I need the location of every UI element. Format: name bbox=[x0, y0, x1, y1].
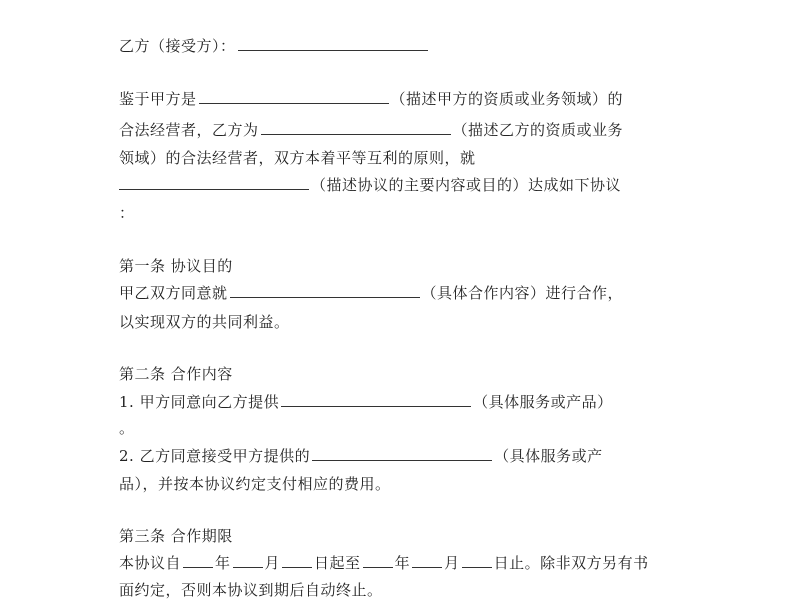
article-1-line-2 bbox=[119, 312, 290, 332]
article-heading: 第一条 协议目的 bbox=[119, 257, 233, 275]
end-month-blank[interactable] bbox=[412, 553, 442, 568]
year-label: 年 bbox=[394, 554, 411, 572]
article-1-heading bbox=[119, 256, 233, 276]
article-1-line-1 bbox=[119, 283, 623, 303]
agreement-purpose-blank[interactable] bbox=[119, 175, 309, 190]
article-text: 。 bbox=[119, 419, 135, 437]
article-2-item-1-cont bbox=[119, 418, 135, 438]
preamble-text: ： bbox=[119, 204, 135, 222]
article-text: 1. 甲方同意向乙方提供 bbox=[119, 393, 280, 411]
end-year-blank[interactable] bbox=[363, 553, 393, 568]
article-text: 本协议自 bbox=[119, 554, 182, 572]
preamble-text: 领域）的合法经营者，双方本着平等互利的原则，就 bbox=[119, 149, 476, 167]
article-3-heading bbox=[119, 526, 233, 546]
article-text: （具体服务或产品） bbox=[473, 393, 613, 411]
article-text: （具体服务或产 bbox=[494, 447, 603, 465]
article-3-line-1 bbox=[119, 553, 649, 573]
start-day-blank[interactable] bbox=[282, 553, 312, 568]
article-heading: 第三条 合作期限 bbox=[119, 527, 233, 545]
year-label: 年 bbox=[215, 554, 231, 572]
article-heading: 第二条 合作内容 bbox=[119, 365, 233, 383]
start-year-blank[interactable] bbox=[183, 553, 213, 568]
article-3-line-2 bbox=[119, 580, 383, 600]
preamble-text: 鉴于甲方是 bbox=[119, 90, 197, 108]
article-text: 日起至 bbox=[314, 554, 361, 572]
month-label: 月 bbox=[264, 554, 281, 572]
article-text: 2. 乙方同意接受甲方提供的 bbox=[119, 447, 311, 465]
article-text: 品），并按本协议约定支付相应的费用。 bbox=[119, 475, 391, 493]
service-product-blank-1[interactable] bbox=[281, 392, 471, 407]
article-text: 日止。除非双方另有书 bbox=[493, 554, 649, 572]
month-label: 月 bbox=[444, 554, 460, 572]
party-b-qualification-blank[interactable] bbox=[261, 120, 451, 135]
party-b-label: 乙方（接受方）： bbox=[119, 37, 236, 55]
preamble-text: （描述协议的主要内容或目的）达成如下协议 bbox=[311, 176, 622, 194]
start-month-blank[interactable] bbox=[233, 553, 263, 568]
party-b-line bbox=[119, 36, 430, 56]
preamble-text: （描述乙方的资质或业务 bbox=[452, 121, 624, 139]
end-day-blank[interactable] bbox=[462, 553, 492, 568]
preamble-text: （描述甲方的资质或业务领域）的 bbox=[390, 90, 624, 108]
article-2-item-1 bbox=[119, 392, 613, 412]
article-2-item-2 bbox=[119, 446, 603, 466]
article-text: 以实现双方的共同利益。 bbox=[119, 313, 290, 331]
article-text: 甲乙双方同意就 bbox=[119, 284, 228, 302]
article-2-heading bbox=[119, 364, 233, 384]
cooperation-content-blank[interactable] bbox=[230, 283, 420, 298]
party-b-blank[interactable] bbox=[238, 36, 428, 51]
service-product-blank-2[interactable] bbox=[312, 446, 492, 461]
preamble-text: 合法经营者，乙方为 bbox=[119, 121, 259, 139]
article-text: （具体合作内容）进行合作， bbox=[421, 284, 624, 302]
article-text: 面约定，否则本协议到期后自动终止。 bbox=[119, 581, 383, 599]
preamble-line-1 bbox=[119, 89, 623, 109]
preamble-line-5 bbox=[119, 203, 135, 223]
preamble-line-2 bbox=[119, 120, 623, 140]
party-a-qualification-blank[interactable] bbox=[199, 89, 389, 104]
preamble-line-4 bbox=[119, 175, 621, 195]
preamble-line-3 bbox=[119, 148, 476, 168]
article-2-item-2-cont bbox=[119, 474, 391, 494]
